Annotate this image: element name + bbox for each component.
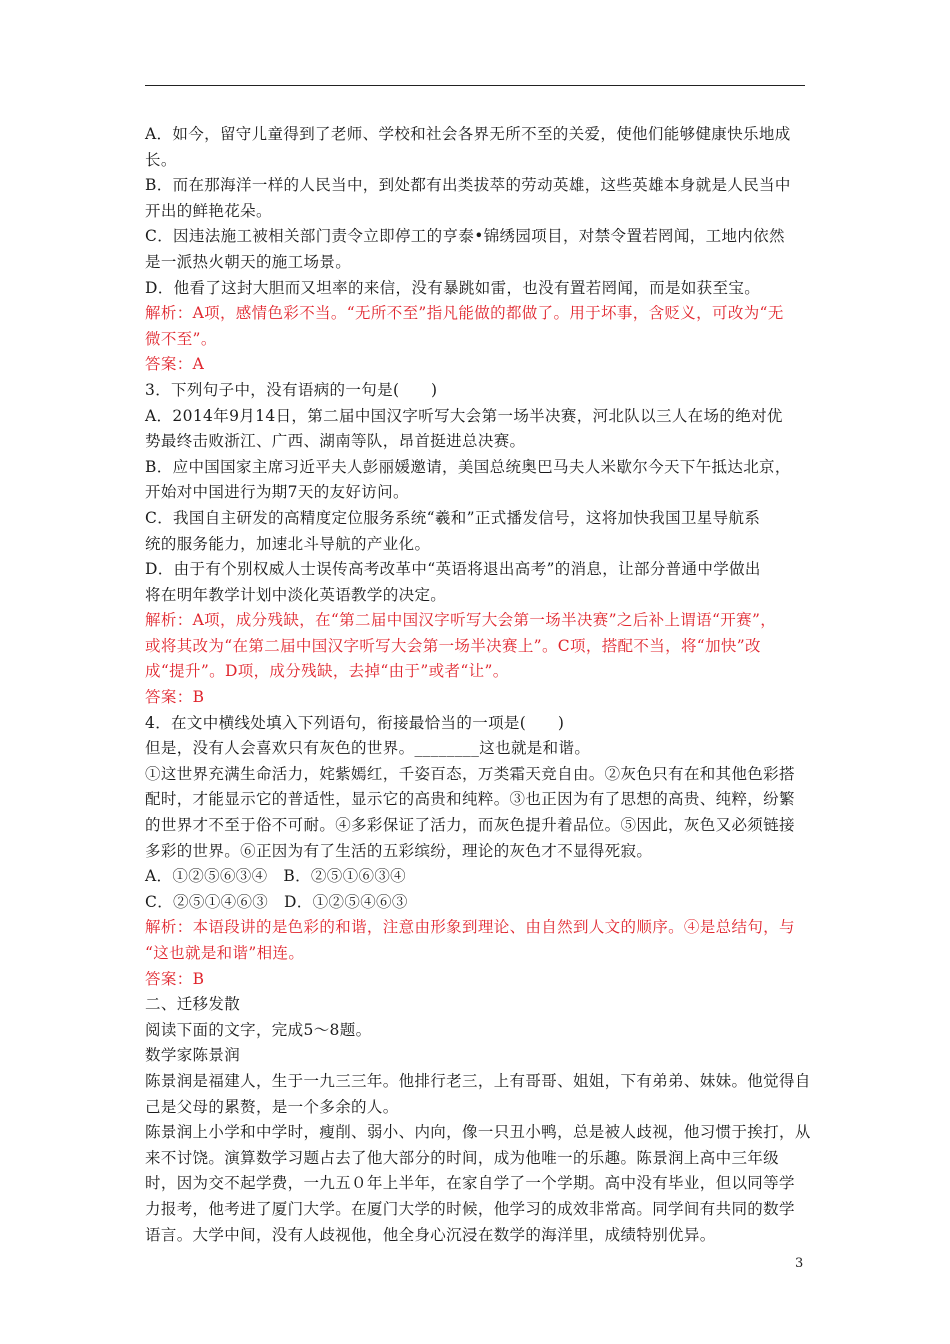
text-line: 的世界才不至于俗不可耐。④多彩保证了活力，而灰色提升着品位。⑤因此，灰色又必须链接: [145, 816, 795, 835]
answer-line: [145, 352, 810, 378]
text-line: 陈景润是福建人，生于一九三三年。他排行老三，上有哥哥、姐姐，下有弟弟、妹妹。他觉得自: [145, 1071, 811, 1090]
text-line: C．②⑤①④⑥③ D．①②⑤④⑥③: [145, 892, 408, 911]
answer-label: 答案：: [145, 355, 193, 374]
page-number: 3: [795, 1256, 804, 1271]
analysis-text: 微不至”。: [145, 329, 217, 348]
text-line: 是一派热火朝天的施工场景。: [145, 252, 352, 271]
text-line: 4．在文中横线处填入下列语句，衔接最恰当的一项是( ): [145, 713, 565, 732]
text-line: A．如今，留守儿童得到了老师、学校和社会各界无所不至的关爱，使他们能够健康快乐地成: [145, 125, 791, 143]
text-line: A．2014年9月14日，第二届中国汉字听写大会第一场半决赛，河北队以三人在场的绝对优: [145, 406, 783, 425]
text-line: A．①②⑤⑥③④ B．②⑤①⑥③④: [145, 867, 407, 886]
analysis-text: A项，成分残缺，在“第二届中国汉字听写大会第一场半决赛”之后补上谓语“开赛”，: [192, 611, 777, 630]
answer-value: B: [192, 969, 205, 988]
analysis-line: [145, 608, 810, 634]
text-line: 来不讨饶。演算数学习题占去了他大部分的时间，成为他唯一的乐趣。陈景润上高中三年级: [145, 1148, 780, 1167]
text-line: 势最终击败浙江、广西、湖南等队，昂首挺进总决赛。: [145, 432, 526, 451]
text-line: 时，因为交不起学费，一九五０年上半年，在家自学了一个学期。高中没有毕业，但以同等学: [145, 1174, 795, 1193]
answer-label: 答案：: [145, 688, 193, 707]
analysis-line: [145, 301, 810, 327]
text-line: 将在明年教学计划中淡化英语教学的决定。: [145, 585, 447, 604]
text-line: 统的服务能力，加速北斗导航的产业化。: [145, 534, 431, 553]
text-line: 力报考，他考进了厦门大学。在厦门大学的时候，他学习的成效非常高。同学间有共同的数学: [145, 1199, 795, 1218]
text-line: 己是父母的累赘，是一个多余的人。: [145, 1097, 399, 1116]
text-line: 阅读下面的文字，完成5～8题。: [145, 1020, 372, 1039]
text-line: D．由于有个别权威人士误传高考改革中“英语将退出高考”的消息，让部分普通中学做出: [145, 560, 761, 579]
text-line: B．而在那海洋一样的人民当中，到处都有出类拔萃的劳动英雄，这些英雄本身就是人民当中: [145, 176, 791, 195]
analysis-text: 成“提升”。D项，成分残缺，去掉“由于”或者“让”。: [145, 662, 509, 681]
text-line: 长。: [145, 150, 177, 169]
text-line: 语言。大学中间，没有人歧视他，他全身心沉浸在数学的海洋里，成绩特别优异。: [145, 1225, 716, 1244]
analysis-label: 解析：: [145, 304, 193, 323]
text-line: C．因违法施工被相关部门责令立即停工的亨泰•锦绣园项目，对禁令置若罔闻，工地内依然: [145, 227, 785, 246]
text-line: 陈景润上小学和中学时，瘦削、弱小、内向，像一只丑小鸭，总是被人歧视，他习惯于挨打，从: [145, 1123, 811, 1142]
text-line: 多彩的世界。⑥正因为有了生活的五彩缤纷，理论的灰色才不显得死寂。: [145, 841, 653, 860]
text-line: 数学家陈景润: [145, 1046, 241, 1065]
analysis-line: [145, 659, 810, 685]
analysis-line: [145, 941, 810, 967]
text-line: 配时，才能显示它的普适性，显示它的高贵和纯粹。③也正因为有了思想的高贵、纯粹，纷繁: [145, 790, 795, 809]
text-line: C．我国自主研发的高精度定位服务系统“羲和”正式播发信号，这将加快我国卫星导航系: [145, 508, 761, 527]
text-line: B．应中国国家主席习近平夫人彭丽媛邀请，美国总统奥巴马夫人米歇尔今天下午抵达北京，: [145, 457, 791, 476]
analysis-line: [145, 327, 810, 353]
analysis-line: [145, 915, 810, 941]
text-line: D．他看了这封大胆而又坦率的来信，没有暴跳如雷，也没有置若罔闻，而是如获至宝。: [145, 278, 761, 297]
answer-line: [145, 685, 810, 711]
analysis-text: “这也就是和谐”相连。: [145, 944, 305, 962]
text-line: 开始对中国进行为期7天的友好访问。: [145, 483, 409, 502]
answer-line: [145, 967, 810, 993]
text-line: ①这世界充满生命活力，姹紫嫣红，千姿百态，万类霜天竞自由。②灰色只有在和其他色彩搭: [145, 764, 795, 783]
analysis-text: 本语段讲的是色彩的和谐，注意由形象到理论、由自然到人文的顺序。④是总结句，与: [192, 918, 795, 937]
answer-value: A: [192, 355, 205, 374]
analysis-line: [145, 634, 810, 660]
text-line: 3．下列句子中，没有语病的一句是( ): [145, 380, 438, 399]
analysis-label: 解析：: [145, 611, 193, 630]
text-line: 但是，没有人会喜欢只有灰色的世界。________这也就是和谐。: [145, 739, 591, 758]
analysis-text: 或将其改为“在第二届中国汉字听写大会第一场半决赛上”。C项，搭配不当，将“加快”改: [145, 636, 761, 655]
header-rule: [145, 85, 805, 86]
document-body: [145, 122, 810, 1248]
analysis-label: 解析：: [145, 918, 193, 937]
answer-value: B: [192, 688, 205, 707]
text-line: 二、迁移发散: [145, 995, 241, 1014]
analysis-text: A项，感情色彩不当。“无所不至”指凡能做的都做了。用于坏事，含贬义，可改为“无: [192, 304, 784, 323]
answer-label: 答案：: [145, 969, 193, 988]
text-line: 开出的鲜艳花朵。: [145, 201, 272, 220]
